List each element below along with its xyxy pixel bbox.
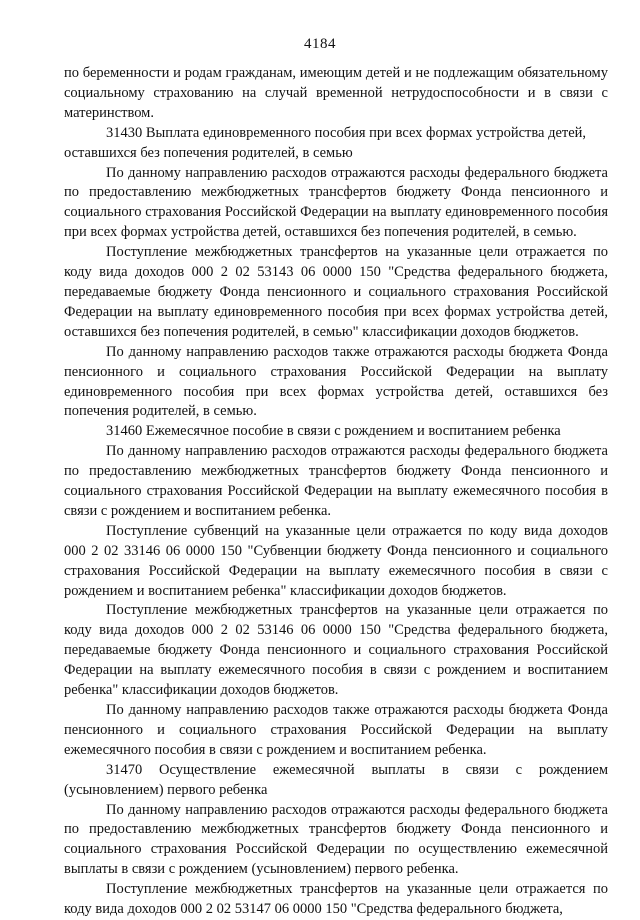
- section-heading-31460: 31460 Ежемесячное пособие в связи с рождением и воспитанием ребенка: [106, 423, 561, 440]
- section-heading-31470: 31470 Осуществление ежемесячной выплаты в связи с рождением (усыновлением) первого ребенка: [64, 761, 608, 798]
- paragraph: Поступление межбюджетных трансфертов на указанные цели отражается по коду вида доходов 000 2 02 53147 06 0000 150 "Средства федерального бюджета,: [64, 881, 608, 918]
- section-heading-31430: 31430 Выплата единовременного пособия при всех формах устройства детей, оставшихся без попечения родителей, в семью: [64, 124, 587, 161]
- paragraph: По данному направлению расходов отражаются расходы федерального бюджета по предоставлению межбюджетных трансфертов бюджету Фонда пенсионного и социального страхования Российской Федерации на выплату ежемесячного пособия в связи с рождением и воспитанием ребенка.: [64, 443, 608, 519]
- paragraph: По данному направлению расходов отражаются расходы федерального бюджета по предоставлению межбюджетных трансфертов бюджету Фонда пенсионного и социального страхования Российской Федерации на выплату единовременного пособия при всех формах устройства детей, оставшихся без попечения родителей, в семью.: [64, 164, 608, 241]
- paragraph: По данному направлению расходов также отражаются расходы бюджета Фонда пенсионного и социального страхования Российской Федерации на выплату единовременного пособия при всех формах устройства детей, оставшихся без попечения родителей, в семью.: [64, 343, 608, 420]
- paragraph: По данному направлению расходов также отражаются расходы бюджета Фонда пенсионного и социального страхования Российской Федерации на выплату ежемесячного пособия в связи с рождением и воспитанием ребенка.: [64, 702, 608, 758]
- document-body: [64, 64, 608, 920]
- paragraph-continuation: по беременности и родам гражданам, имеющим детей и не подлежащим обязательному социальному страхованию на случай временной нетрудоспособности и в связи с материнством.: [64, 65, 608, 121]
- paragraph: Поступление межбюджетных трансфертов на указанные цели отражается по коду вида доходов 000 2 02 53143 06 0000 150 "Средства федерального бюджета, передаваемые бюджету Фонда пенсионного и социального страхования Российской Федерации на выплату единовременного пособия при всех формах устройства детей, оставшихся без попечения родителей, в семью" классификации доходов бюджетов.: [64, 244, 608, 340]
- paragraph: По данному направлению расходов отражаются расходы федерального бюджета по предоставлению межбюджетных трансфертов бюджету Фонда пенсионного и социального страхования Российской Федерации по осуществлению ежемесячной выплаты в связи с рождением (усыновлением) первого ребенка.: [64, 801, 608, 878]
- paragraph: Поступление субвенций на указанные цели отражается по коду вида доходов 000 2 02 33146 06 0000 150 "Субвенции бюджету Фонда пенсионного и социального страхования Российской Федерации на выплату ежемесячного пособия в связи с рождением и воспитанием ребенка" классификации доходов бюджетов.: [64, 522, 608, 599]
- paragraph: Поступление межбюджетных трансфертов на указанные цели отражается по коду вида доходов 000 2 02 53146 06 0000 150 "Средства федерального бюджета, передаваемые бюджету Фонда пенсионного и социального страхования Российской Федерации на выплату ежемесячного пособия в связи с рождением и воспитанием ребенка" классификации доходов бюджетов.: [64, 602, 608, 699]
- page-number: 4184: [304, 36, 336, 52]
